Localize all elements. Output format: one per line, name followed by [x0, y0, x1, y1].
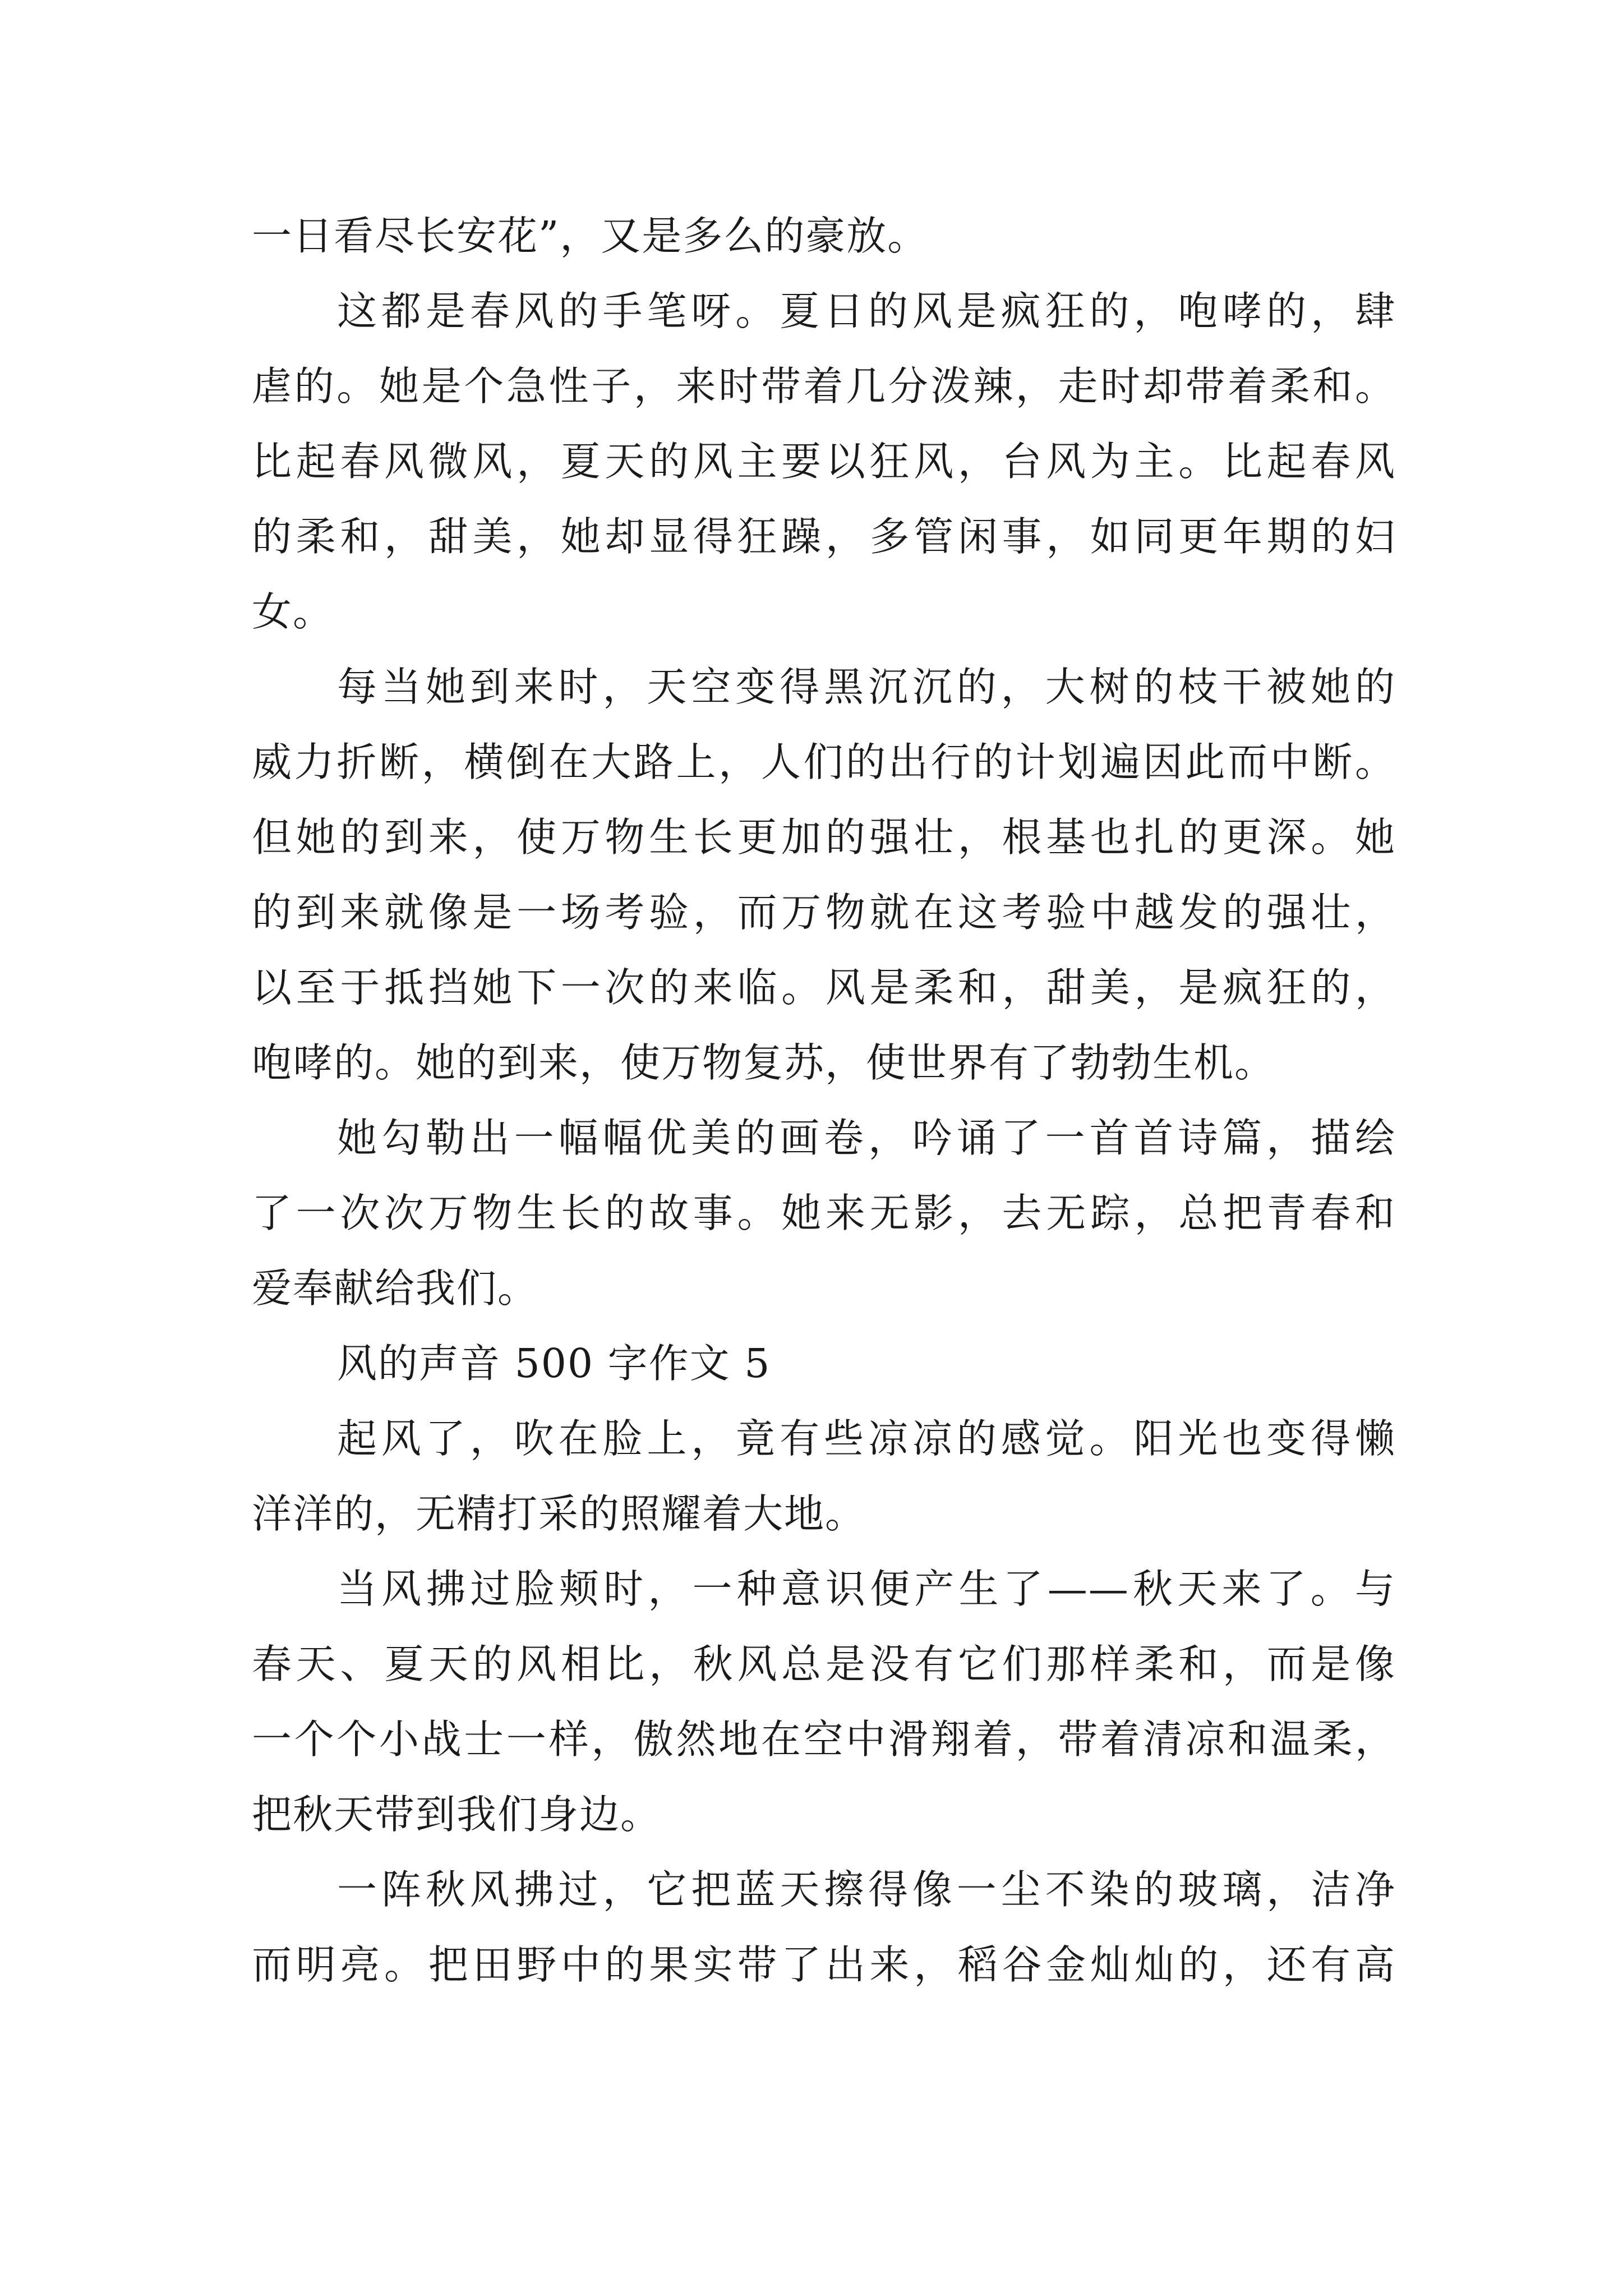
text-line: 这都是春风的手笔呀。夏日的风是疯狂的，咆哮的，肆: [337, 288, 1396, 334]
text-line: 她勾勒出一幅幅优美的画卷，吟诵了一首首诗篇，描绘: [337, 1115, 1396, 1161]
text-line: 而明亮。把田野中的果实带了出来，稻谷金灿灿的，还有高: [252, 1941, 1396, 1988]
section-heading: 风的声音 500 字作文 5: [337, 1340, 771, 1387]
text-line: 咆哮的。她的到来，使万物复苏，使世界有了勃勃生机。: [252, 1039, 1276, 1086]
text-line: 一日看尽长安花”，又是多么的豪放。: [252, 213, 929, 259]
text-line: 每当她到来时，天空变得黑沉沉的，大树的枝干被她的: [337, 664, 1396, 710]
text-line: 洋洋的，无精打采的照耀着大地。: [252, 1490, 866, 1537]
text-line: 当风拂过脸颊时，一种意识便产生了——秋天来了。与: [337, 1566, 1396, 1612]
document-body: [252, 199, 1396, 2003]
text-line: 把秋天带到我们身边。: [252, 1791, 662, 1838]
text-line: 虐的。她是个急性子，来时带着几分泼辣，走时却带着柔和。: [252, 363, 1396, 409]
text-line: 了一次次万物生长的故事。她来无影，去无踪，总把青春和: [252, 1190, 1396, 1236]
text-line: 威力折断，横倒在大路上，人们的出行的计划遍因此而中断。: [252, 739, 1396, 785]
text-line: 的到来就像是一场考验，而万物就在这考验中越发的强壮，: [252, 889, 1396, 936]
text-line: 春天、夏天的风相比，秋风总是没有它们那样柔和，而是像: [252, 1641, 1396, 1687]
text-line: 一阵秋风拂过，它把蓝天擦得像一尘不染的玻璃，洁净: [337, 1866, 1396, 1913]
text-line: 一个个小战士一样，傲然地在空中滑翔着，带着清凉和温柔，: [252, 1716, 1396, 1763]
text-line: 但她的到来，使万物生长更加的强壮，根基也扎的更深。她: [252, 814, 1396, 861]
text-line: 比起春风微风，夏天的风主要以狂风，台风为主。比起春风: [252, 438, 1396, 485]
text-line: 女。: [252, 588, 334, 635]
text-line: 的柔和，甜美，她却显得狂躁，多管闲事，如同更年期的妇: [252, 513, 1396, 560]
text-line: 爱奉献给我们。: [252, 1265, 539, 1312]
text-line: 起风了，吹在脸上，竟有些凉凉的感觉。阳光也变得懒: [337, 1415, 1396, 1462]
text-line: 以至于抵挡她下一次的来临。风是柔和，甜美，是疯狂的，: [252, 964, 1396, 1011]
